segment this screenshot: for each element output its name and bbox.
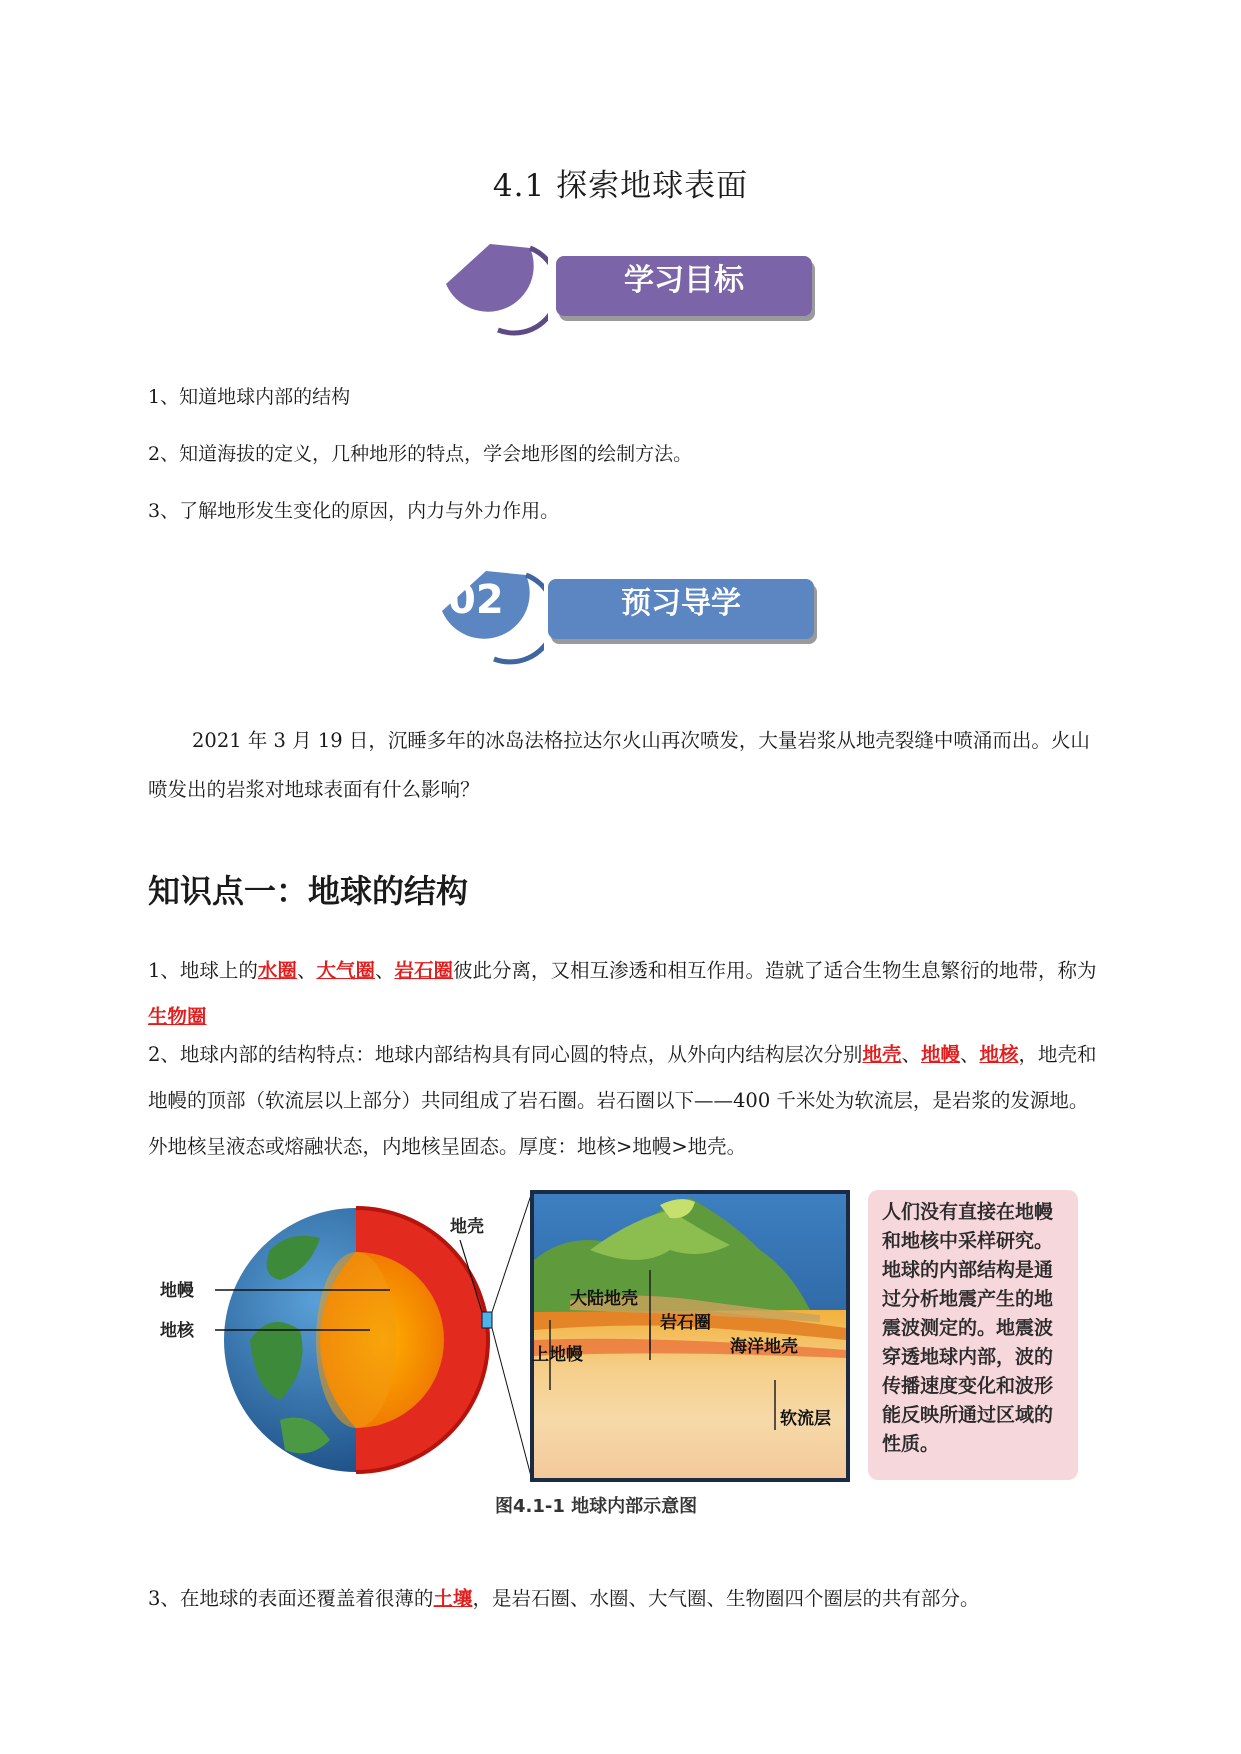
label-continental-crust: 大陆地壳 — [570, 1289, 638, 1309]
keyword-biosphere: 生物圈 — [148, 1005, 207, 1028]
keyword-mantle: 地幔 — [920, 1043, 960, 1066]
keyword-crust: 地壳 — [862, 1043, 902, 1066]
keyword-lithosphere: 岩石圈 — [394, 959, 453, 982]
label-crust: 地壳 — [450, 1217, 484, 1237]
label-upper-mantle: 上地幔 — [532, 1345, 583, 1365]
label-oceanic-crust: 海洋地壳 — [730, 1337, 798, 1357]
text: ，地壳和地幔的顶部（软流层以上部分）共同组成了岩石圈。岩石圈以下——400 千米处为软流层，是岩浆的发源地。外地核呈液态或熔融状态，内地核呈固态。厚度：地核>地幔>地壳。 — [148, 1043, 1097, 1158]
banner-label: 学习目标 — [556, 256, 812, 316]
crust-section-image — [530, 1190, 850, 1482]
text: 、 — [901, 1043, 921, 1066]
text: 、 — [296, 959, 317, 982]
keyword-hydrosphere: 水圈 — [257, 959, 297, 982]
label-mantle: 地幔 — [160, 1281, 194, 1301]
figure-earth-interior — [160, 1190, 1080, 1520]
note-box: 人们没有直接在地幔和地核中采样研究。地球的内部结构是通过分析地震产生的地震波测定的。地震波穿透地球内部，波的传播速度变化和波形能反映所通过区域的性质。 — [868, 1190, 1078, 1480]
text: 、 — [374, 959, 395, 982]
section-heading: 知识点一：地球的结构 — [148, 872, 469, 910]
banner-circle-icon — [438, 238, 548, 338]
keyword-atmosphere: 大气圈 — [316, 959, 375, 982]
banner-label: 预习导学 — [548, 579, 814, 639]
text: 彼此分离，又相互渗透和相互作用。造就了适合生物生息繁衍的地带，称为 — [453, 959, 1097, 982]
text: 、 — [959, 1043, 980, 1066]
text: ，是岩石圈、水圈、大气圈、生物圈四个圈层的共有部分。 — [472, 1587, 980, 1610]
page-title: 4.1 探索地球表面 — [492, 168, 749, 204]
text: 2、地球内部的结构特点：地球内部结构具有同心圆的特点，从外向内结构层次分别 — [148, 1043, 863, 1066]
keyword-soil: 土壤 — [433, 1587, 473, 1610]
intro-paragraph: 2021 年 3 月 19 日，沉睡多年的冰岛法格拉达尔火山再次喷发，大量岩浆从地壳裂缝中喷涌而出。火山喷发出的岩浆对地球表面有什么影响？ — [148, 729, 1090, 801]
label-lithosphere: 岩石圈 — [660, 1313, 711, 1333]
text: 1、地球上的 — [148, 959, 258, 982]
banner-learning-goals — [438, 238, 818, 338]
label-asthenosphere: 软流层 — [780, 1409, 831, 1429]
paragraph-1 — [148, 948, 1098, 1040]
label-core: 地核 — [160, 1321, 194, 1341]
banner-preview — [434, 565, 824, 670]
objective-2: 2、知道海拔的定义，几种地形的特点，学会地形图的绘制方法。 — [148, 443, 693, 465]
text: 3、在地球的表面还覆盖着很薄的 — [148, 1587, 434, 1610]
keyword-core: 地核 — [979, 1043, 1019, 1066]
objective-1: 1、知道地球内部的结构 — [148, 386, 351, 408]
objective-3: 3、了解地形发生变化的原因，内力与外力作用。 — [148, 500, 560, 522]
paragraph-3 — [148, 1576, 1098, 1622]
paragraph-2 — [148, 1032, 1098, 1170]
figure-caption: 图4.1-1 地球内部示意图 — [495, 1496, 698, 1517]
banner-number: 02 — [448, 577, 504, 623]
